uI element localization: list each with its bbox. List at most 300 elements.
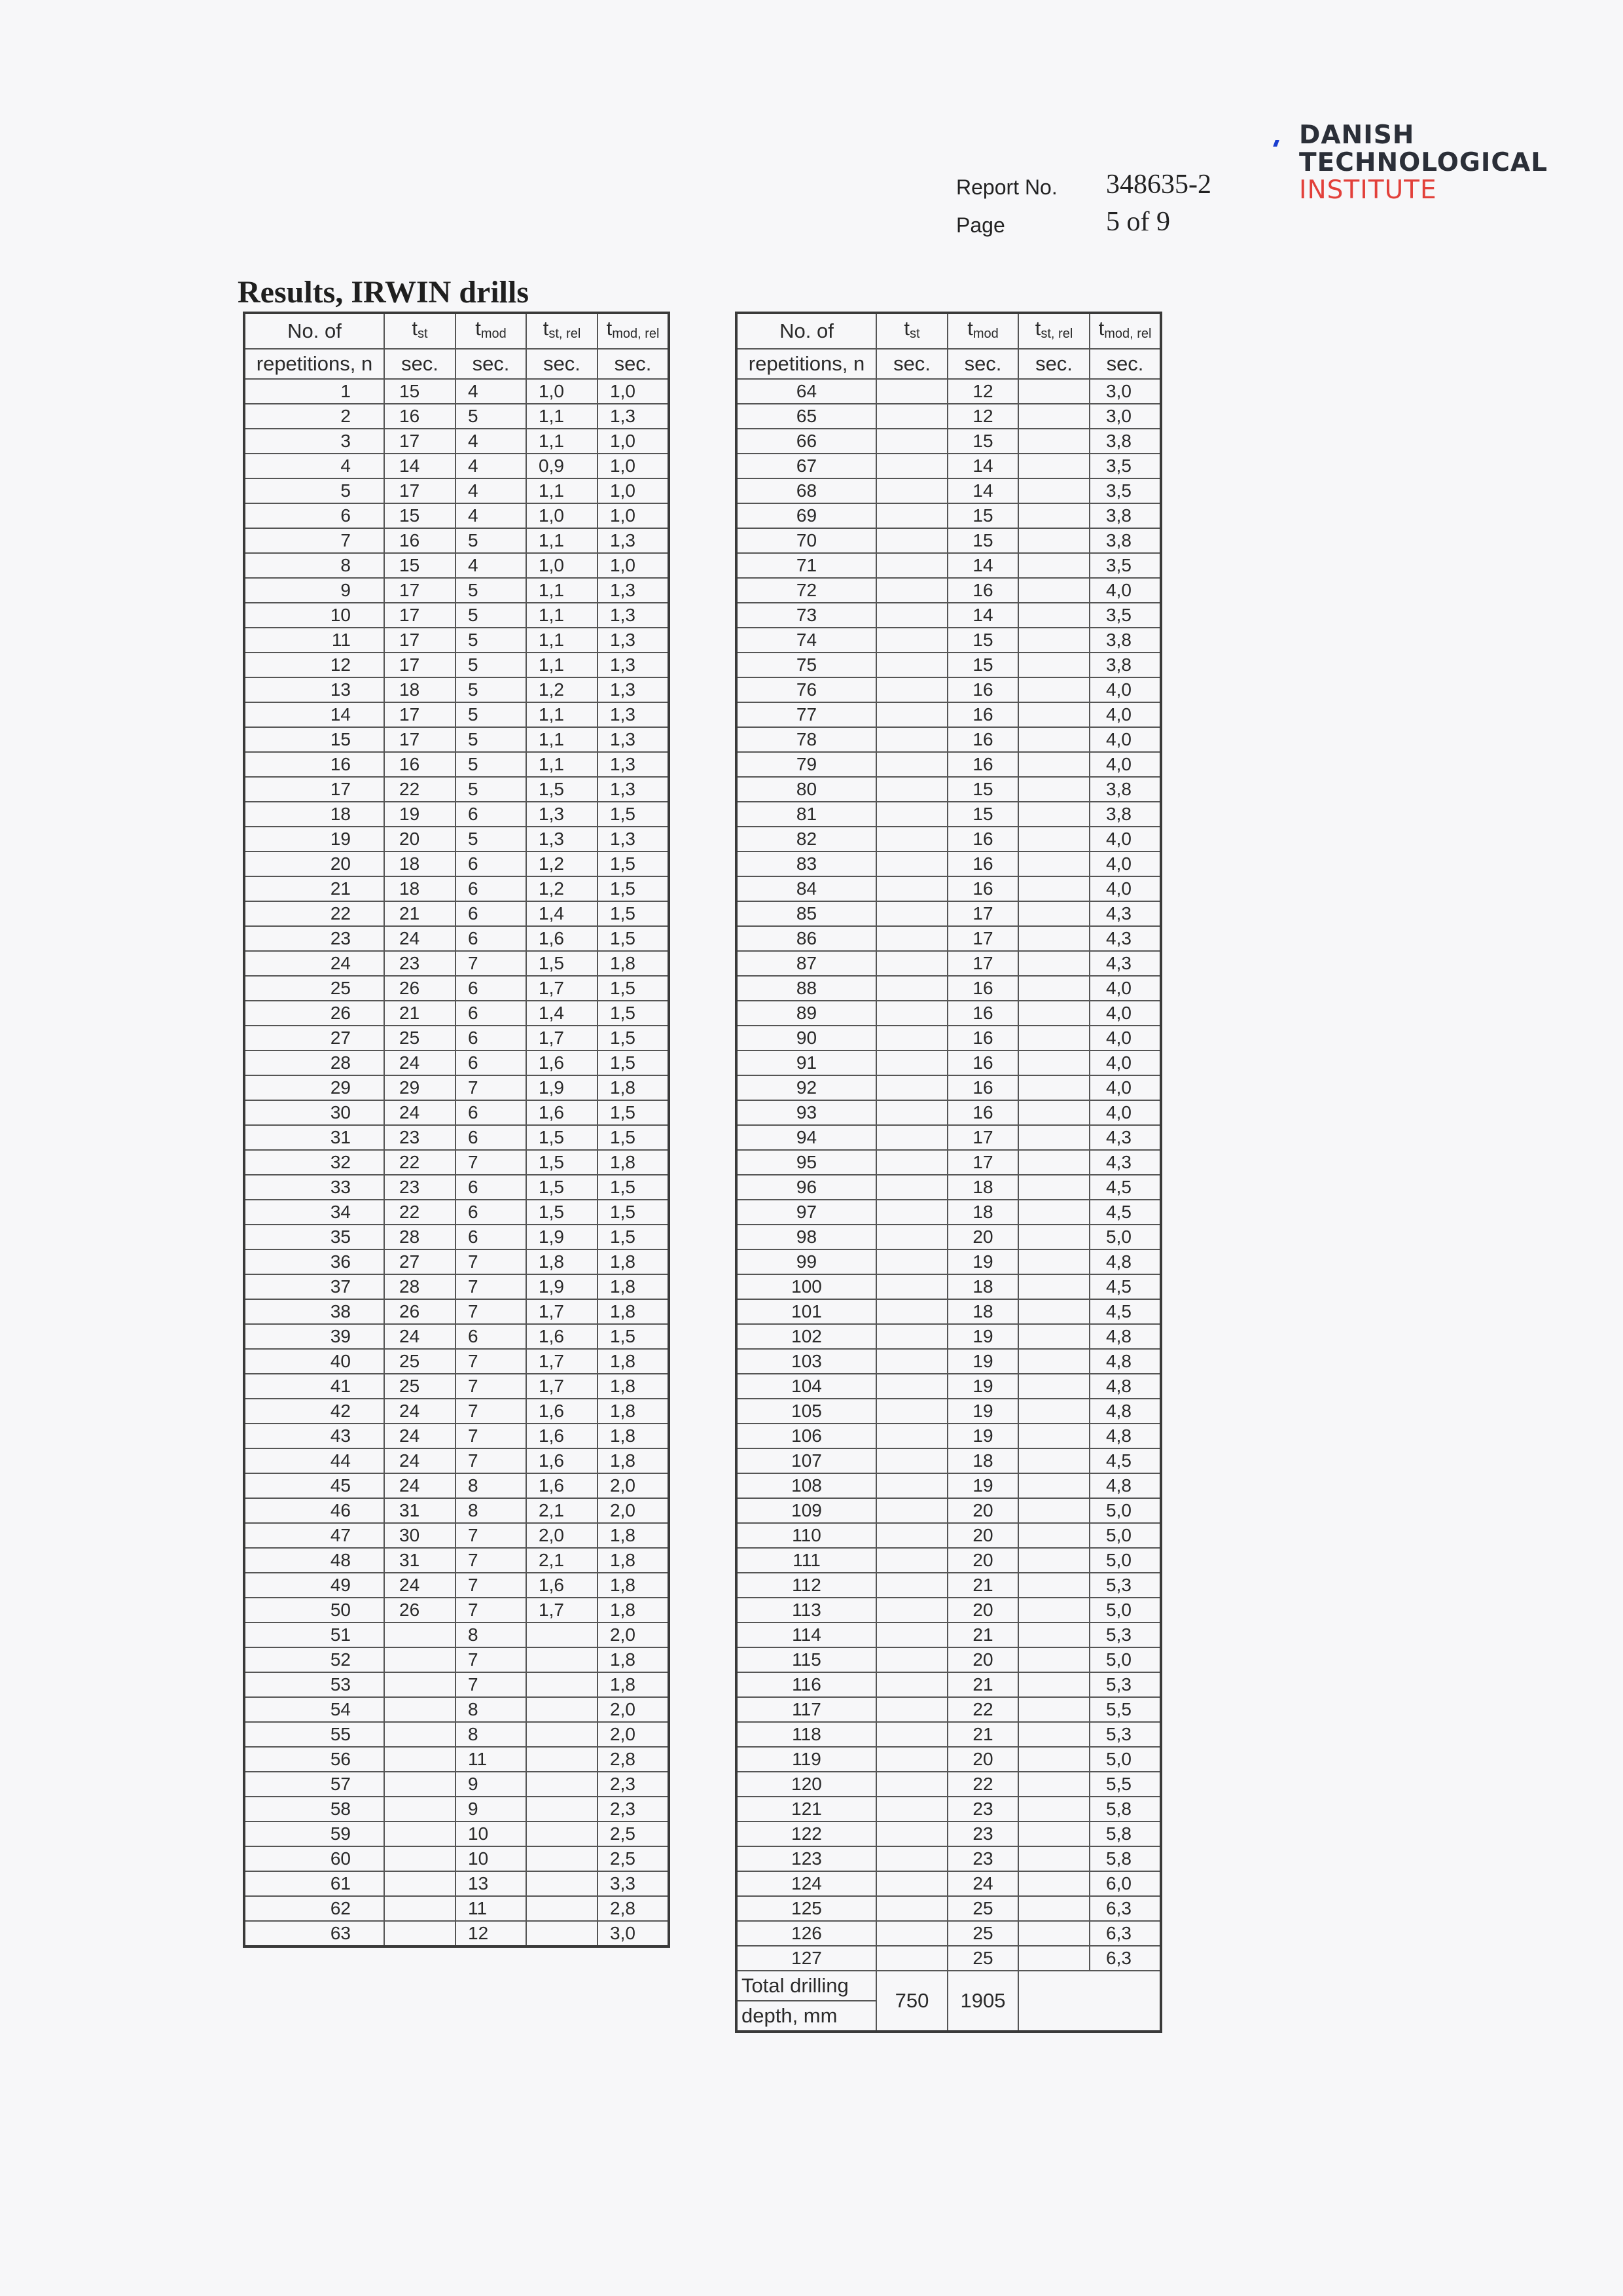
- header-t: t: [543, 317, 549, 340]
- table-row: [244, 926, 669, 951]
- table-row: [244, 777, 669, 802]
- logo-mark-icon: [1273, 140, 1279, 147]
- t-mod-cell: 16: [948, 1100, 1018, 1125]
- t-st-cell: [384, 1821, 455, 1846]
- table-row: [244, 553, 669, 578]
- t-mod-rel-cell: 5,3: [1090, 1573, 1161, 1598]
- rep-n-cell: 58: [244, 1797, 384, 1821]
- table-row: [244, 1374, 669, 1399]
- t-mod-cell: 5: [455, 752, 526, 777]
- t-mod-cell: 20: [948, 1225, 1018, 1249]
- table-row: [736, 752, 1161, 777]
- t-st-cell: [876, 1672, 948, 1697]
- t-mod-cell: 15: [948, 653, 1018, 677]
- t-st-rel-cell: 1,7: [526, 1026, 597, 1050]
- t-mod-rel-cell: 3,0: [1090, 379, 1161, 404]
- t-mod-cell: 5: [455, 528, 526, 553]
- table-row: [736, 1249, 1161, 1274]
- rep-n-cell: 12: [244, 653, 384, 677]
- rep-n-cell: 114: [736, 1623, 876, 1647]
- rep-n-cell: 55: [244, 1722, 384, 1747]
- t-st-rel-cell: [1018, 379, 1090, 404]
- rep-n-cell: 86: [736, 926, 876, 951]
- t-st-rel-cell: 1,7: [526, 1374, 597, 1399]
- rep-n-cell: 116: [736, 1672, 876, 1697]
- header-t-mod-rel: [1090, 313, 1161, 349]
- t-mod-rel-cell: 4,3: [1090, 1125, 1161, 1150]
- table-row: [736, 1498, 1161, 1523]
- t-st-cell: [384, 1871, 455, 1896]
- t-st-rel-cell: 1,5: [526, 1150, 597, 1175]
- table-row: [736, 1374, 1161, 1399]
- t-mod-rel-cell: 1,8: [597, 1647, 669, 1672]
- t-mod-cell: 19: [948, 1249, 1018, 1274]
- rep-n-cell: 94: [736, 1125, 876, 1150]
- t-st-rel-cell: 1,2: [526, 852, 597, 876]
- table-row: [736, 379, 1161, 404]
- t-st-cell: 17: [384, 702, 455, 727]
- t-mod-cell: 15: [948, 628, 1018, 653]
- t-mod-cell: 4: [455, 503, 526, 528]
- header-sub-mod: mod: [972, 327, 999, 341]
- t-mod-rel-cell: 1,8: [597, 1349, 669, 1374]
- t-mod-cell: 25: [948, 1946, 1018, 1971]
- table-row: [736, 1846, 1161, 1871]
- t-st-rel-cell: 1,1: [526, 528, 597, 553]
- table-row: [736, 1772, 1161, 1797]
- t-mod-cell: 7: [455, 1249, 526, 1274]
- t-mod-rel-cell: 1,8: [597, 1672, 669, 1697]
- t-st-rel-cell: [1018, 1846, 1090, 1871]
- t-st-cell: [876, 1623, 948, 1647]
- rep-n-cell: 100: [736, 1274, 876, 1299]
- table-row: [736, 951, 1161, 976]
- t-st-rel-cell: [1018, 1623, 1090, 1647]
- t-st-cell: 23: [384, 1175, 455, 1200]
- report-no: 348635-2: [1106, 170, 1211, 200]
- t-st-cell: 24: [384, 1473, 455, 1498]
- table-row: [736, 1821, 1161, 1846]
- t-st-cell: 24: [384, 1573, 455, 1598]
- t-st-cell: [876, 926, 948, 951]
- t-st-cell: 23: [384, 951, 455, 976]
- t-mod-rel-cell: 6,3: [1090, 1896, 1161, 1921]
- t-mod-rel-cell: 5,0: [1090, 1498, 1161, 1523]
- t-mod-rel-cell: 5,8: [1090, 1821, 1161, 1846]
- t-st-rel-cell: [1018, 1200, 1090, 1225]
- t-st-cell: 24: [384, 1424, 455, 1448]
- rep-n-cell: 4: [244, 454, 384, 478]
- t-mod-cell: 7: [455, 1647, 526, 1672]
- rep-n-cell: 77: [736, 702, 876, 727]
- t-mod-rel-cell: 5,3: [1090, 1672, 1161, 1697]
- t-mod-rel-cell: 1,3: [597, 603, 669, 628]
- t-mod-rel-cell: 4,8: [1090, 1374, 1161, 1399]
- header-sub-mod: mod: [480, 327, 507, 341]
- t-st-cell: [876, 876, 948, 901]
- t-mod-cell: 12: [455, 1921, 526, 1946]
- table-row: [244, 1548, 669, 1573]
- t-mod-cell: 6: [455, 1175, 526, 1200]
- header-unit: sec.: [455, 349, 526, 379]
- t-mod-rel-cell: 4,0: [1090, 1001, 1161, 1026]
- table-row: [736, 1175, 1161, 1200]
- t-mod-rel-cell: 2,5: [597, 1821, 669, 1846]
- t-mod-cell: 10: [455, 1821, 526, 1846]
- logo-line-3: INSTITUTE: [1299, 175, 1437, 205]
- total-label: Total drilling: [736, 1971, 876, 2001]
- t-st-rel-cell: [1018, 976, 1090, 1001]
- table-row: [736, 1299, 1161, 1324]
- t-mod-rel-cell: 3,8: [1090, 503, 1161, 528]
- t-mod-rel-cell: 4,0: [1090, 702, 1161, 727]
- t-st-cell: [384, 1623, 455, 1647]
- table-row: [244, 1747, 669, 1772]
- logo-line-2: TECHNOLOGICAL: [1299, 148, 1548, 177]
- t-mod-rel-cell: 3,0: [1090, 404, 1161, 429]
- t-st-rel-cell: 1,8: [526, 1249, 597, 1274]
- table-row: [244, 976, 669, 1001]
- header-sub-mod-rel: mod, rel: [1104, 327, 1152, 341]
- t-st-rel-cell: [1018, 1921, 1090, 1946]
- results-table-left: [243, 312, 670, 1948]
- t-mod-rel-cell: 4,0: [1090, 752, 1161, 777]
- rep-n-cell: 47: [244, 1523, 384, 1548]
- t-mod-cell: 14: [948, 454, 1018, 478]
- header-t-st: [384, 313, 455, 349]
- t-st-cell: [876, 901, 948, 926]
- table-row: [244, 1772, 669, 1797]
- t-st-cell: 15: [384, 553, 455, 578]
- table-row: [736, 777, 1161, 802]
- t-st-rel-cell: 1,9: [526, 1274, 597, 1299]
- t-mod-cell: 6: [455, 901, 526, 926]
- t-mod-rel-cell: 4,0: [1090, 827, 1161, 852]
- header-row-1: [736, 313, 1161, 349]
- t-st-cell: 17: [384, 653, 455, 677]
- t-st-rel-cell: 1,0: [526, 503, 597, 528]
- t-mod-rel-cell: 6,3: [1090, 1921, 1161, 1946]
- t-mod-rel-cell: 1,0: [597, 454, 669, 478]
- rep-n-cell: 15: [244, 727, 384, 752]
- t-st-cell: 16: [384, 528, 455, 553]
- t-mod-rel-cell: 1,0: [597, 478, 669, 503]
- t-mod-cell: 18: [948, 1299, 1018, 1324]
- t-mod-cell: 7: [455, 1448, 526, 1473]
- rep-n-cell: 117: [736, 1697, 876, 1722]
- rep-n-cell: 92: [736, 1075, 876, 1100]
- logo-line-1: DANISH: [1299, 120, 1415, 150]
- table-row: [244, 1473, 669, 1498]
- t-mod-rel-cell: 1,8: [597, 1523, 669, 1548]
- t-mod-cell: 12: [948, 379, 1018, 404]
- t-st-cell: [876, 1424, 948, 1448]
- t-mod-cell: 18: [948, 1175, 1018, 1200]
- t-st-cell: [876, 1821, 948, 1846]
- t-mod-cell: 20: [948, 1548, 1018, 1573]
- t-st-cell: [876, 1921, 948, 1946]
- t-mod-cell: 23: [948, 1846, 1018, 1871]
- table-row: [736, 926, 1161, 951]
- t-mod-rel-cell: 4,3: [1090, 1150, 1161, 1175]
- t-st-cell: [876, 603, 948, 628]
- t-st-rel-cell: [1018, 1697, 1090, 1722]
- rep-n-cell: 105: [736, 1399, 876, 1424]
- t-mod-cell: 25: [948, 1921, 1018, 1946]
- rep-n-cell: 1: [244, 379, 384, 404]
- t-st-rel-cell: 1,6: [526, 1473, 597, 1498]
- table-row: [244, 876, 669, 901]
- t-st-cell: 25: [384, 1374, 455, 1399]
- t-mod-cell: 19: [948, 1424, 1018, 1448]
- t-st-rel-cell: [1018, 1647, 1090, 1672]
- t-mod-rel-cell: 1,5: [597, 1026, 669, 1050]
- t-mod-cell: 22: [948, 1772, 1018, 1797]
- t-mod-rel-cell: 1,0: [597, 553, 669, 578]
- t-mod-cell: 6: [455, 1125, 526, 1150]
- t-st-cell: [876, 1797, 948, 1821]
- t-mod-cell: 18: [948, 1274, 1018, 1299]
- t-mod-cell: 6: [455, 976, 526, 1001]
- table-row: [736, 1697, 1161, 1722]
- table-row: [736, 1647, 1161, 1672]
- t-mod-cell: 20: [948, 1498, 1018, 1523]
- rep-n-cell: 73: [736, 603, 876, 628]
- t-st-rel-cell: [526, 1921, 597, 1946]
- rep-n-cell: 84: [736, 876, 876, 901]
- t-st-cell: [384, 1722, 455, 1747]
- table-row: [244, 503, 669, 528]
- t-st-rel-cell: [1018, 1150, 1090, 1175]
- table-row: [736, 1424, 1161, 1448]
- t-st-cell: [876, 1026, 948, 1050]
- rep-n-cell: 50: [244, 1598, 384, 1623]
- t-mod-cell: 16: [948, 1001, 1018, 1026]
- t-mod-rel-cell: 2,5: [597, 1846, 669, 1871]
- t-mod-cell: 23: [948, 1821, 1018, 1846]
- t-mod-cell: 5: [455, 404, 526, 429]
- t-mod-rel-cell: 1,5: [597, 802, 669, 827]
- table-row: [736, 677, 1161, 702]
- rep-n-cell: 104: [736, 1374, 876, 1399]
- rep-n-cell: 93: [736, 1100, 876, 1125]
- t-st-rel-cell: 1,5: [526, 1175, 597, 1200]
- t-mod-cell: 8: [455, 1697, 526, 1722]
- rep-n-cell: 72: [736, 578, 876, 603]
- t-st-rel-cell: [526, 1647, 597, 1672]
- page-label: Page: [956, 213, 1005, 237]
- t-mod-rel-cell: 1,5: [597, 1200, 669, 1225]
- t-mod-cell: 17: [948, 926, 1018, 951]
- t-st-cell: 20: [384, 827, 455, 852]
- t-st-rel-cell: 1,4: [526, 901, 597, 926]
- rep-n-cell: 91: [736, 1050, 876, 1075]
- t-mod-cell: 17: [948, 951, 1018, 976]
- t-mod-rel-cell: 1,8: [597, 1249, 669, 1274]
- t-st-rel-cell: 1,6: [526, 1399, 597, 1424]
- t-mod-rel-cell: 1,5: [597, 1125, 669, 1150]
- t-mod-cell: 6: [455, 1200, 526, 1225]
- header-t: t: [412, 317, 418, 340]
- t-mod-cell: 7: [455, 1349, 526, 1374]
- total-t-st: 750: [876, 1971, 948, 2032]
- t-mod-cell: 7: [455, 1075, 526, 1100]
- t-mod-rel-cell: 1,3: [597, 677, 669, 702]
- table-row: [736, 1001, 1161, 1026]
- table-row: [736, 976, 1161, 1001]
- t-st-rel-cell: [526, 1896, 597, 1921]
- t-st-cell: [876, 528, 948, 553]
- t-st-rel-cell: 1,7: [526, 1349, 597, 1374]
- table-row: [736, 653, 1161, 677]
- rep-n-cell: 78: [736, 727, 876, 752]
- t-st-cell: [384, 1797, 455, 1821]
- table-row: [244, 702, 669, 727]
- t-mod-cell: 16: [948, 1075, 1018, 1100]
- rep-n-cell: 67: [736, 454, 876, 478]
- table-row: [736, 404, 1161, 429]
- header-repetitions-n: repetitions, n: [736, 349, 876, 379]
- t-mod-cell: 16: [948, 702, 1018, 727]
- t-st-rel-cell: 1,6: [526, 1050, 597, 1075]
- t-st-rel-cell: 1,1: [526, 752, 597, 777]
- table-row: [736, 827, 1161, 852]
- rep-n-cell: 125: [736, 1896, 876, 1921]
- table-row: [736, 1225, 1161, 1249]
- t-mod-cell: 18: [948, 1448, 1018, 1473]
- t-mod-rel-cell: 1,0: [597, 379, 669, 404]
- header-t: t: [967, 317, 973, 340]
- t-st-rel-cell: [1018, 1946, 1090, 1971]
- table-row: [736, 603, 1161, 628]
- rep-n-cell: 18: [244, 802, 384, 827]
- rep-n-cell: 57: [244, 1772, 384, 1797]
- rep-n-cell: 96: [736, 1175, 876, 1200]
- t-st-rel-cell: [526, 1871, 597, 1896]
- header-t: t: [1035, 317, 1041, 340]
- rep-n-cell: 56: [244, 1747, 384, 1772]
- table-row: [736, 1921, 1161, 1946]
- t-st-rel-cell: 1,1: [526, 404, 597, 429]
- t-mod-cell: 16: [948, 677, 1018, 702]
- table-row: [736, 1324, 1161, 1349]
- header-t-mod: [455, 313, 526, 349]
- t-st-rel-cell: [1018, 1050, 1090, 1075]
- rep-n-cell: 64: [736, 379, 876, 404]
- rep-n-cell: 76: [736, 677, 876, 702]
- table-row: [736, 852, 1161, 876]
- table-row: [244, 1249, 669, 1274]
- rep-n-cell: 6: [244, 503, 384, 528]
- rep-n-cell: 65: [736, 404, 876, 429]
- t-st-rel-cell: [1018, 827, 1090, 852]
- table-row: [736, 802, 1161, 827]
- header-t: t: [606, 317, 613, 340]
- t-mod-rel-cell: 4,0: [1090, 1075, 1161, 1100]
- t-mod-cell: 24: [948, 1871, 1018, 1896]
- t-mod-rel-cell: 2,8: [597, 1896, 669, 1921]
- rep-n-cell: 43: [244, 1424, 384, 1448]
- t-st-rel-cell: 1,1: [526, 429, 597, 454]
- t-mod-rel-cell: 1,3: [597, 404, 669, 429]
- rep-n-cell: 70: [736, 528, 876, 553]
- table-row: [736, 1075, 1161, 1100]
- t-st-rel-cell: [1018, 802, 1090, 827]
- rep-n-cell: 113: [736, 1598, 876, 1623]
- t-mod-rel-cell: 5,0: [1090, 1598, 1161, 1623]
- t-mod-cell: 7: [455, 1274, 526, 1299]
- t-st-rel-cell: 2,0: [526, 1523, 597, 1548]
- table-row: [244, 1274, 669, 1299]
- t-st-rel-cell: [1018, 653, 1090, 677]
- t-mod-rel-cell: 1,8: [597, 1299, 669, 1324]
- t-st-rel-cell: 1,6: [526, 926, 597, 951]
- rep-n-cell: 102: [736, 1324, 876, 1349]
- t-st-cell: [876, 727, 948, 752]
- t-st-cell: [876, 1647, 948, 1672]
- t-mod-cell: 5: [455, 827, 526, 852]
- table-row: [244, 1075, 669, 1100]
- t-st-rel-cell: 1,5: [526, 1200, 597, 1225]
- t-st-rel-cell: 1,1: [526, 702, 597, 727]
- t-st-rel-cell: [1018, 553, 1090, 578]
- t-st-cell: [876, 827, 948, 852]
- t-st-rel-cell: [1018, 1001, 1090, 1026]
- t-mod-rel-cell: 4,8: [1090, 1324, 1161, 1349]
- t-st-cell: [384, 1772, 455, 1797]
- t-mod-rel-cell: 1,8: [597, 1075, 669, 1100]
- rep-n-cell: 10: [244, 603, 384, 628]
- header-unit: sec.: [948, 349, 1018, 379]
- t-st-rel-cell: [1018, 1896, 1090, 1921]
- t-st-rel-cell: [1018, 503, 1090, 528]
- rep-n-cell: 122: [736, 1821, 876, 1846]
- rep-n-cell: 21: [244, 876, 384, 901]
- t-mod-rel-cell: 3,5: [1090, 454, 1161, 478]
- results-table-right: [735, 312, 1162, 2033]
- t-mod-rel-cell: 1,3: [597, 727, 669, 752]
- t-mod-rel-cell: 4,0: [1090, 876, 1161, 901]
- rep-n-cell: 99: [736, 1249, 876, 1274]
- rep-n-cell: 103: [736, 1349, 876, 1374]
- t-mod-cell: 6: [455, 852, 526, 876]
- t-mod-cell: 7: [455, 1598, 526, 1623]
- t-mod-cell: 5: [455, 727, 526, 752]
- t-st-cell: [876, 1772, 948, 1797]
- t-mod-rel-cell: 4,5: [1090, 1200, 1161, 1225]
- t-mod-cell: 19: [948, 1324, 1018, 1349]
- t-mod-cell: 4: [455, 429, 526, 454]
- t-st-cell: [876, 1349, 948, 1374]
- t-st-rel-cell: [1018, 1349, 1090, 1374]
- table-row: [244, 1598, 669, 1623]
- t-st-cell: [876, 404, 948, 429]
- t-mod-rel-cell: 1,0: [597, 503, 669, 528]
- table-row: [244, 1399, 669, 1424]
- t-mod-rel-cell: 5,0: [1090, 1747, 1161, 1772]
- table-row: [244, 1200, 669, 1225]
- t-mod-cell: 7: [455, 1548, 526, 1573]
- table-row: [736, 1200, 1161, 1225]
- t-mod-rel-cell: 2,0: [597, 1697, 669, 1722]
- t-st-cell: [876, 1473, 948, 1498]
- table-row: [736, 578, 1161, 603]
- t-st-rel-cell: 1,6: [526, 1424, 597, 1448]
- t-st-rel-cell: 1,6: [526, 1573, 597, 1598]
- t-st-rel-cell: [526, 1772, 597, 1797]
- rep-n-cell: 22: [244, 901, 384, 926]
- t-st-cell: 15: [384, 379, 455, 404]
